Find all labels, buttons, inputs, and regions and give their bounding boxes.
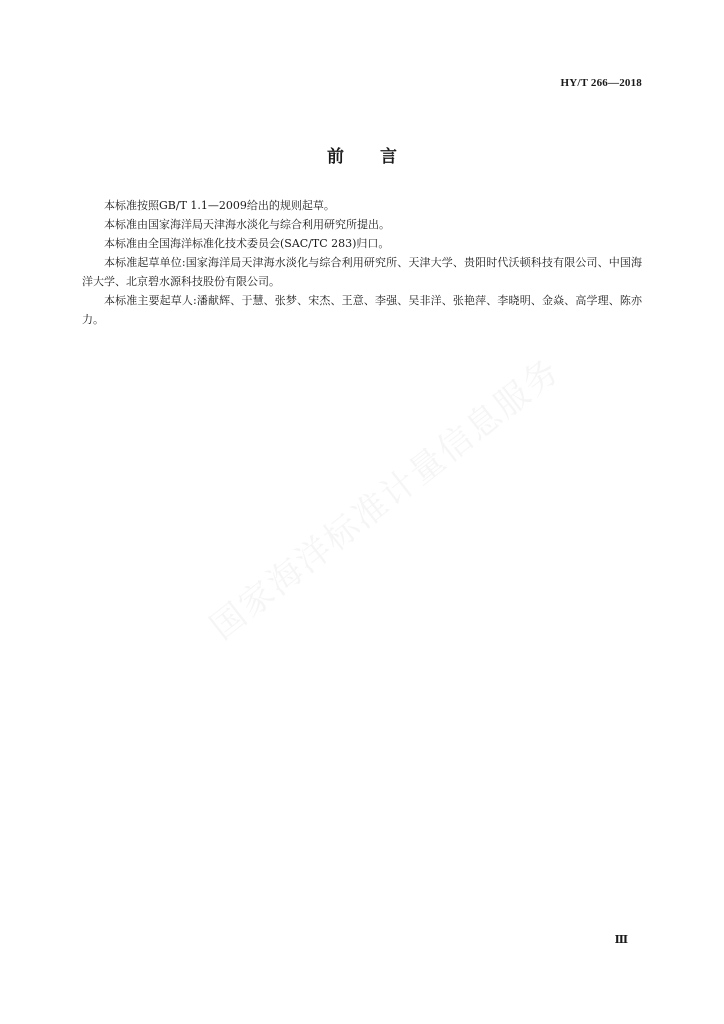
paragraph-drafters: 本标准主要起草人:潘献辉、于慧、张梦、宋杰、王意、李强、吴非洋、张艳萍、李晓明、金焱、高学理、陈亦力。 xyxy=(82,294,642,326)
paragraph-drafting-rules: 本标准按照GB/T 1.1—2009给出的规则起草。 xyxy=(104,199,335,212)
page-title xyxy=(0,142,724,167)
watermark: 国家海洋标准计量信息服务 xyxy=(202,350,568,648)
paragraph-administrator: 本标准由全国海洋标准化技术委员会(SAC/TC 283)归口。 xyxy=(104,237,390,250)
standard-code: HY/T 266—2018 xyxy=(560,77,642,89)
paragraph-drafting-units: 本标准起草单位:国家海洋局天津海水淡化与综合利用研究所、天津大学、贵阳时代沃顿科技有限公司、中国海洋大学、北京碧水源科技股份有限公司。 xyxy=(82,256,642,288)
foreword-body xyxy=(82,196,642,329)
paragraph-proposer: 本标准由国家海洋局天津海水淡化与综合利用研究所提出。 xyxy=(104,218,390,231)
title-char-1: 前 xyxy=(327,147,344,167)
title-char-2: 言 xyxy=(380,147,397,167)
page-number: Ⅲ xyxy=(614,934,628,946)
